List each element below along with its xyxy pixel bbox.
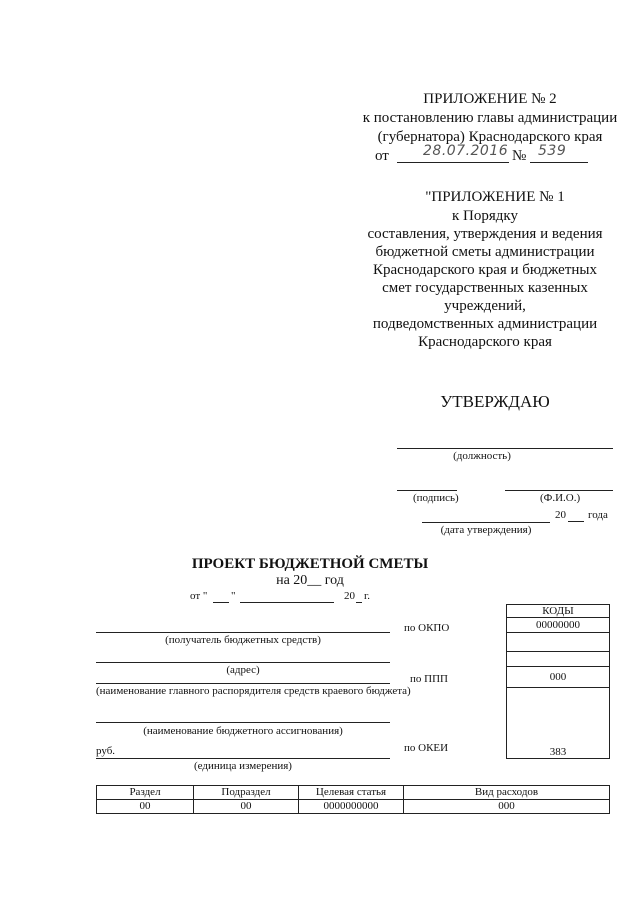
recipient-line <box>96 632 390 633</box>
header-expense-type: Вид расходов <box>404 786 610 800</box>
main-manager-caption: (наименование главного распорядителя средств краевого бюджета) <box>96 685 411 697</box>
appendix1-line: смет государственных казенных <box>382 280 588 296</box>
header-section: Раздел <box>97 786 194 800</box>
appendix2-number-line <box>530 162 588 163</box>
header-subsection: Подраздел <box>194 786 299 800</box>
appendix2-title: ПРИЛОЖЕНИЕ № 2 <box>423 91 557 107</box>
code-okei: 383 <box>507 688 610 759</box>
codes-table <box>506 604 610 759</box>
code-empty <box>507 652 610 667</box>
project-year-blank <box>356 602 362 603</box>
okei-label: по ОКЕИ <box>404 742 449 754</box>
unit-line <box>96 758 390 759</box>
appendix2-from-label: от <box>375 148 389 164</box>
code-okpo: 00000000 <box>507 618 610 633</box>
value-expense-type: 000 <box>404 800 610 814</box>
approve-title: УТВЕРЖДАЮ <box>440 392 550 411</box>
appendix1-line: к Порядку <box>452 208 518 224</box>
unit-caption: (единица измерения) <box>194 760 292 772</box>
appendix1-line: Краснодарского края <box>418 334 552 350</box>
appendix2-line2: (губернатора) Краснодарского края <box>377 129 603 145</box>
project-from-year: 20 <box>344 590 355 602</box>
classification-table <box>96 785 610 814</box>
appendix1-line: подведомственных администрации <box>372 316 598 332</box>
signature-line <box>397 490 457 491</box>
table-header-row <box>97 786 610 800</box>
allocation-caption: (наименование бюджетного ассигнования) <box>143 725 343 737</box>
main-manager-line <box>96 683 390 684</box>
project-day-blank <box>213 602 229 603</box>
code-empty <box>507 633 610 652</box>
appendix2-number-handwritten: 539 <box>538 143 567 159</box>
fio-line <box>505 490 613 491</box>
value-target-article: 0000000000 <box>299 800 404 814</box>
position-line <box>397 448 613 449</box>
recipient-caption: (получатель бюджетных средств) <box>165 634 321 646</box>
project-year-line: на 20__ год <box>276 573 344 588</box>
header-target-article: Целевая статья <box>299 786 404 800</box>
project-from-quote: " <box>231 590 236 602</box>
code-ppp: 000 <box>507 667 610 688</box>
okpo-label: по ОКПО <box>404 622 450 634</box>
signature-caption: (подпись) <box>413 492 459 504</box>
appendix1-line: учреждений, <box>444 298 526 314</box>
position-caption: (должность) <box>453 450 511 462</box>
appendix2-date-line <box>397 162 509 163</box>
appendix2-date-handwritten: 28.07.2016 <box>423 143 509 159</box>
fio-caption: (Ф.И.О.) <box>540 492 581 504</box>
address-line <box>96 662 390 663</box>
approval-date-line <box>422 522 550 523</box>
appendix1-line: Краснодарского края и бюджетных <box>373 262 597 278</box>
approval-year-prefix: 20 <box>555 509 566 521</box>
project-month-blank <box>240 602 334 603</box>
appendix1-line: составления, утверждения и ведения <box>367 226 603 242</box>
allocation-line <box>96 722 390 723</box>
table-row <box>97 800 610 814</box>
appendix1-line: бюджетной сметы администрации <box>375 244 595 260</box>
approval-year-blank <box>568 521 584 522</box>
appendix2-line1: к постановлению главы администрации <box>362 110 618 126</box>
unit-value: руб. <box>96 745 116 757</box>
project-from-suffix: г. <box>364 590 371 602</box>
project-from-prefix: от " <box>190 590 208 602</box>
value-section: 00 <box>97 800 194 814</box>
address-caption: (адрес) <box>226 664 260 676</box>
ppp-label: по ППП <box>410 673 448 685</box>
approval-year-suffix: года <box>588 509 608 521</box>
appendix2-number-label: № <box>512 148 527 164</box>
codes-header: КОДЫ <box>507 605 610 618</box>
value-subsection: 00 <box>194 800 299 814</box>
project-title: ПРОЕКТ БЮДЖЕТНОЙ СМЕТЫ <box>191 556 429 572</box>
appendix1-title: "ПРИЛОЖЕНИЕ № 1 <box>425 189 565 205</box>
approval-date-caption: (дата утверждения) <box>440 524 532 536</box>
